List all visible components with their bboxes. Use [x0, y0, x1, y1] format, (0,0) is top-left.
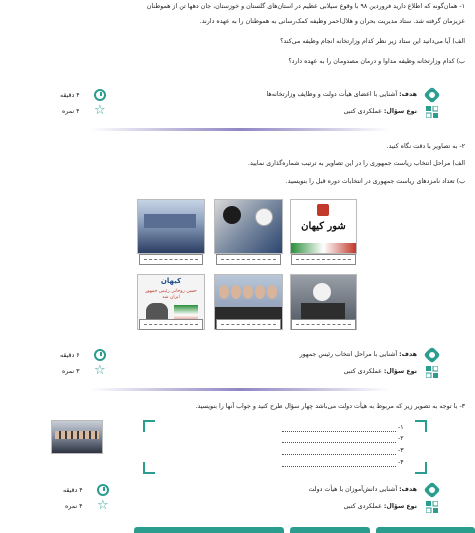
goal-text: آشنایی با اعضای هیأت دولت و وظایف وزارتخانه‌ها — [266, 91, 398, 98]
frame-corner — [415, 462, 427, 474]
q1-text-line1: ۱- همان‌گونه که اطلاع دارید فروردین ۹۸ با وقوع سیلابی عظیم در استان‌های گلستان و خوزستان، جان دهها تن از هموطنان — [146, 3, 465, 10]
answer-number: -۱ — [398, 424, 404, 431]
caption-box — [291, 254, 356, 265]
type-label: نوع سؤال: — [383, 368, 417, 375]
q1-text-line2: عزیزمان گرفته شد. ستاد مدیریت بحران و هلال‌احمر وظیفه کمک‌رسانی به هموطنان را به عهده دارند. — [199, 18, 465, 25]
frame-corner — [143, 420, 155, 432]
emblem-icon — [317, 204, 329, 216]
answer-number: -۳ — [398, 447, 404, 454]
answer-line[interactable] — [282, 466, 396, 467]
photo-newspaper-kayhan — [290, 199, 357, 254]
photo-leader-endorsement — [214, 199, 283, 254]
clock-icon — [97, 484, 109, 496]
caption-box — [139, 254, 203, 265]
flag-stripe — [291, 243, 356, 253]
goal-text: آشنایی دانش‌آموزان با هیأت دولت — [308, 486, 398, 493]
photo-figure — [267, 285, 277, 299]
answer-line[interactable] — [282, 431, 396, 432]
q2-type — [344, 368, 417, 376]
q2-time: ۶ دقیقه — [60, 352, 80, 359]
type-text: عملکردی کتبی — [343, 108, 382, 115]
caption-box — [216, 254, 281, 265]
bottom-bar — [290, 527, 370, 533]
type-label: نوع سؤال: — [383, 503, 417, 510]
section-divider — [90, 128, 390, 131]
caption-box — [216, 319, 281, 330]
photo-figure — [219, 285, 229, 299]
frame-corner — [415, 420, 427, 432]
answer-number: -۲ — [398, 435, 404, 442]
bottom-bar — [376, 527, 475, 533]
photo-ballot-counting — [137, 199, 205, 254]
goal-label: هدف: — [399, 486, 417, 493]
type-text: عملکردی کتبی — [343, 503, 382, 510]
photo-cabinet-group — [51, 420, 103, 454]
answer-number: -۴ — [398, 459, 404, 466]
goal-text: آشنایی با مراحل انتخاب رئیس جمهور — [299, 351, 398, 358]
star-icon: ☆ — [97, 498, 109, 513]
photo-figure — [243, 285, 253, 299]
photo-figure — [223, 206, 241, 224]
q2-text-line1: ۲- به تصاویر با دقت نگاه کنید. — [386, 143, 465, 150]
target-icon — [424, 347, 441, 364]
newspaper2-title: کیهان — [160, 277, 182, 285]
q3-time: ۴ دقیقه — [63, 487, 83, 494]
q2-goal — [300, 351, 417, 359]
q1-score: ۴ نمره — [62, 108, 80, 115]
caption-box — [291, 319, 356, 330]
q3-text-line1: ۳- با توجه به تصویر زیر که مربوط به هیأت دولت می‌باشد چهار سؤال طرح کنید و جواب آنها را بنویسید. — [195, 403, 465, 410]
photo-figure — [255, 285, 265, 299]
q3-score: ۴ نمره — [65, 503, 83, 510]
clock-icon — [94, 349, 106, 361]
caption-box — [139, 319, 203, 330]
puzzle-icon — [426, 501, 438, 513]
star-icon: ☆ — [94, 363, 106, 378]
q1-type — [344, 108, 417, 116]
answer-line[interactable] — [282, 454, 396, 455]
puzzle-icon — [426, 366, 438, 378]
photo-figure — [313, 283, 331, 301]
frame-corner — [143, 462, 155, 474]
goal-label: هدف: — [399, 351, 417, 358]
puzzle-icon — [426, 106, 438, 118]
q2-part-a: الف) مراحل انتخاب ریاست جمهوری را در این تصاویر به ترتیب شماره‌گذاری نمایید. — [247, 160, 465, 167]
target-icon — [424, 482, 441, 499]
bottom-bar — [134, 527, 284, 533]
q2-score: ۳ نمره — [62, 368, 80, 375]
newspaper2-headline: حسن روحانی رئیس جمهور ایران شد — [145, 289, 197, 300]
answer-line[interactable] — [282, 442, 396, 443]
goal-label: هدف: — [399, 91, 417, 98]
photo-figure — [231, 285, 241, 299]
photo-detail — [55, 431, 99, 439]
q2-part-b: ب) تعداد نامزدهای ریاست جمهوری در انتخابات دوره قبل را بنویسید. — [285, 178, 465, 185]
section-divider — [90, 388, 390, 391]
star-icon: ☆ — [94, 103, 106, 118]
clock-icon — [94, 89, 106, 101]
q1-time: ۴ دقیقه — [60, 92, 80, 99]
type-text: عملکردی کتبی — [343, 368, 382, 375]
newspaper-headline: شور کیهان — [301, 221, 346, 232]
q3-goal — [308, 486, 417, 494]
q1-part-b: ب) کدام وزارتخانه وظیفه مداوا و درمان مصدومان را به عهده دارد؟ — [288, 58, 465, 65]
q3-type — [344, 503, 417, 511]
q1-part-a: الف) آیا می‌دانید این ستاد زیر نظر کدام وزارتخانه انجام وظیفه می‌کند؟ — [280, 38, 465, 45]
type-label: نوع سؤال: — [383, 108, 417, 115]
photo-detail — [144, 214, 196, 228]
target-icon — [424, 87, 441, 104]
photo-figure — [255, 208, 273, 226]
q1-goal — [267, 91, 417, 99]
